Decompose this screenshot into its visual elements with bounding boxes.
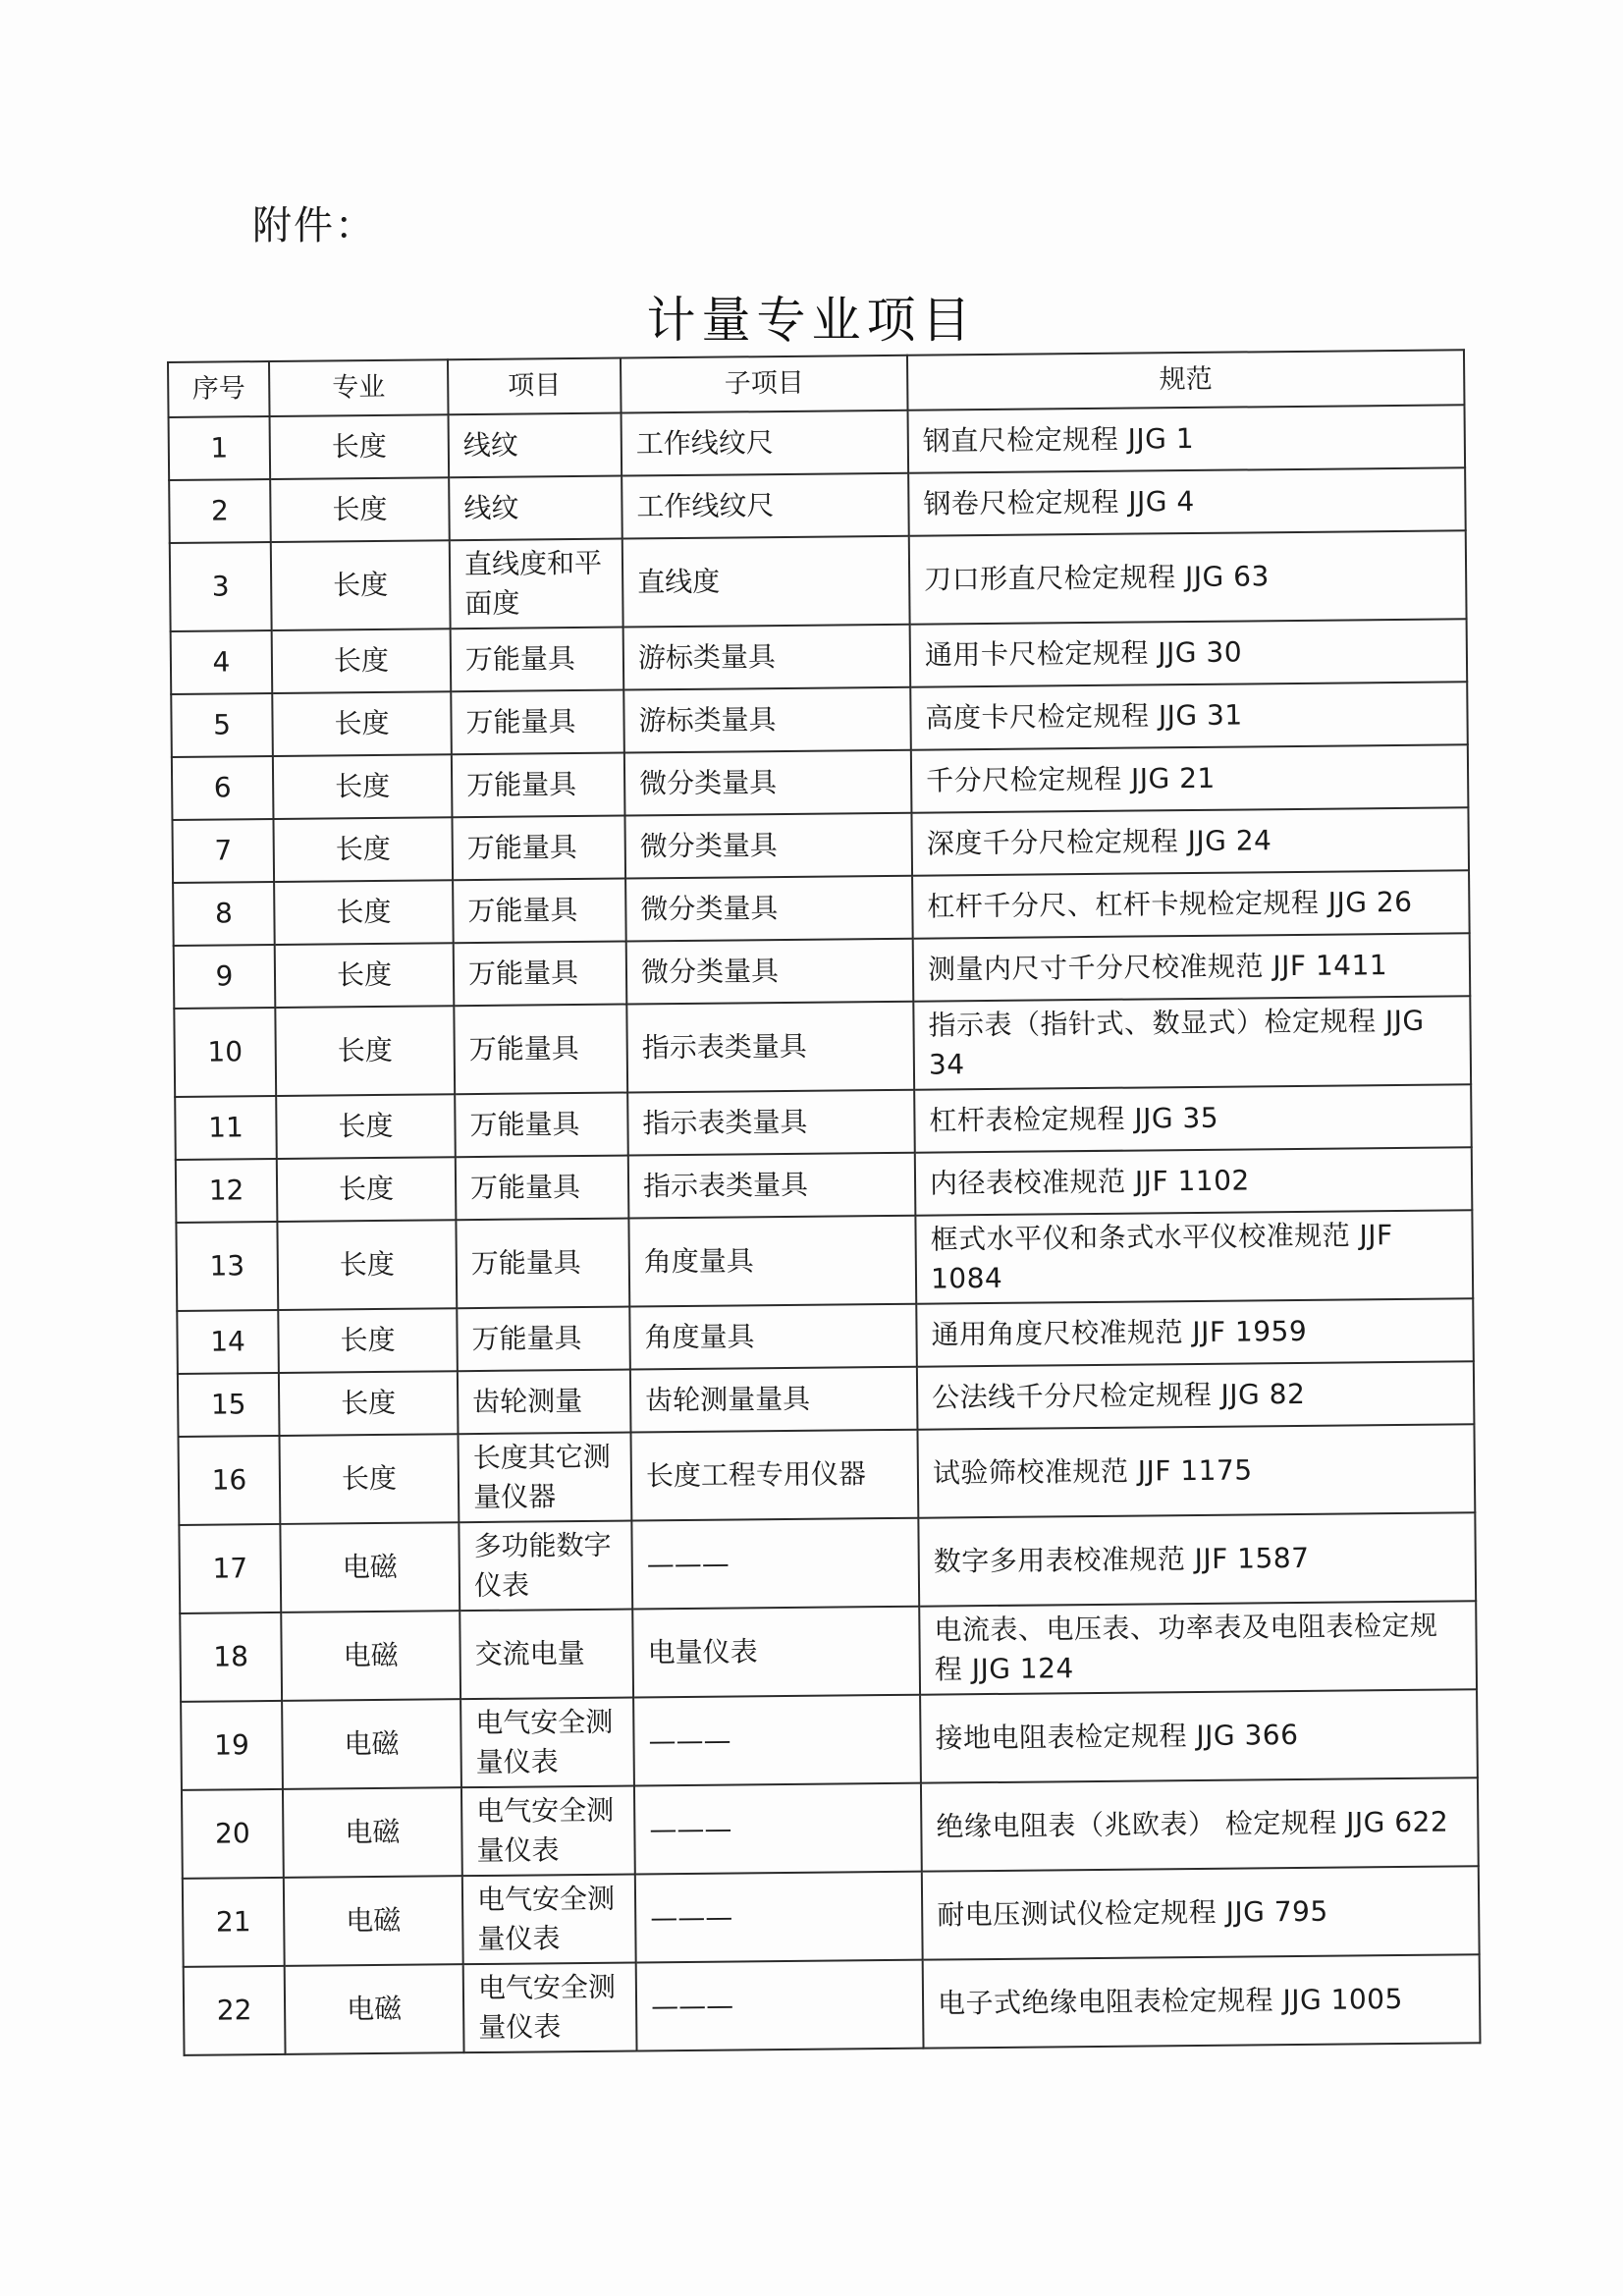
cell-index: 10: [174, 1008, 276, 1097]
cell-sub-item: 指示表类量具: [628, 1153, 916, 1219]
cell-norm: 刀口形直尺检定规程 JJG 63: [909, 530, 1467, 624]
cell-sub-item: 指示表类量具: [626, 1002, 914, 1093]
cell-major: 长度: [270, 477, 450, 542]
cell-major: 长度: [271, 540, 451, 630]
cell-major: 长度: [273, 817, 453, 882]
cell-sub-item: 微分类量具: [626, 939, 914, 1005]
cell-index: 4: [171, 630, 273, 694]
cell-index: 18: [180, 1613, 282, 1702]
cell-norm: 接地电阻表检定规程 JJG 366: [920, 1689, 1478, 1782]
header-major: 专业: [269, 359, 449, 416]
cell-item: 万能量具: [455, 1093, 628, 1158]
cell-major: 长度: [279, 1371, 459, 1436]
cell-sub-item: ———: [631, 1518, 919, 1610]
cell-item: 长度其它测量仪器: [458, 1433, 631, 1523]
cell-sub-item: ———: [636, 1960, 924, 2051]
cell-norm: 通用卡尺检定规程 JJG 30: [910, 619, 1468, 686]
cell-index: 15: [178, 1373, 280, 1437]
cell-norm: 电子式绝缘电阻表检定规程 JJG 1005: [923, 1954, 1481, 2048]
cell-index: 3: [170, 542, 272, 631]
table-row: [174, 996, 1471, 1097]
cell-norm: 深度千分尺检定规程 JJG 24: [911, 807, 1469, 875]
cell-major: 长度: [270, 414, 450, 479]
cell-index: 5: [171, 693, 273, 757]
cell-major: 电磁: [283, 1787, 462, 1878]
cell-item: 电气安全测量仪表: [460, 1698, 634, 1788]
cell-norm: 数字多用表校准规范 JJF 1587: [918, 1512, 1476, 1606]
cell-sub-item: 角度量具: [629, 1304, 917, 1370]
cell-norm: 试验筛校准规范 JJF 1175: [917, 1424, 1475, 1517]
cell-index: 6: [172, 756, 274, 820]
cell-sub-item: 微分类量具: [624, 813, 912, 879]
cell-sub-item: ———: [633, 1695, 921, 1786]
cell-item: 万能量具: [457, 1307, 630, 1372]
cell-major: 长度: [276, 1094, 456, 1159]
cell-item: 电气安全测量仪表: [462, 1874, 636, 1964]
cell-index: 12: [176, 1159, 278, 1223]
cell-major: 长度: [277, 1220, 457, 1310]
header-norm: 规范: [907, 350, 1465, 410]
cell-major: 电磁: [280, 1522, 460, 1613]
table-row: [181, 1689, 1478, 1790]
attachment-label: 附件：: [252, 203, 376, 248]
cell-sub-item: 工作线纹尺: [622, 410, 909, 476]
cell-item: 万能量具: [453, 879, 626, 944]
cell-norm: 公法线千分尺检定规程 JJG 82: [917, 1361, 1475, 1429]
header-index: 序号: [168, 361, 270, 417]
cell-index: 8: [173, 882, 275, 946]
cell-norm: 电流表、电压表、功率表及电阻表检定规程 JJG 124: [919, 1601, 1477, 1694]
cell-norm: 测量内尺寸千分尺校准规范 JJF 1411: [913, 933, 1471, 1001]
cell-sub-item: 游标类量具: [623, 625, 911, 690]
cell-index: 7: [172, 819, 274, 883]
cell-sub-item: ———: [635, 1872, 923, 1963]
cell-norm: 通用角度尺校准规范 JJF 1959: [916, 1298, 1474, 1366]
cell-norm: 杠杆千分尺、杠杆卡规检定规程 JJG 26: [912, 870, 1470, 938]
cell-sub-item: 指示表类量具: [627, 1090, 915, 1156]
table-row: [179, 1512, 1476, 1613]
cell-major: 电磁: [282, 1699, 461, 1789]
cell-major: 长度: [275, 1006, 455, 1096]
cell-major: 长度: [272, 629, 452, 693]
cell-norm: 内径表校准规范 JJF 1102: [915, 1147, 1473, 1215]
cell-norm: 钢直尺检定规程 JJG 1: [908, 405, 1466, 472]
cell-major: 电磁: [284, 1876, 463, 1966]
cell-sub-item: 微分类量具: [624, 750, 912, 816]
cell-major: 长度: [273, 754, 453, 819]
cell-index: 19: [181, 1701, 283, 1790]
cell-norm: 绝缘电阻表（兆欧表） 检定规程 JJG 622: [921, 1777, 1479, 1871]
table-row: [179, 1424, 1476, 1525]
cell-norm: 指示表（指针式、数显式）检定规程 JJG 34: [913, 996, 1471, 1089]
cell-item: 齿轮测量: [458, 1370, 631, 1435]
cell-norm: 框式水平仪和条式水平仪校准规范 JJF 1084: [915, 1210, 1473, 1303]
cell-index: 13: [176, 1222, 278, 1311]
cell-sub-item: 长度工程专用仪器: [630, 1430, 918, 1521]
cell-item: 线纹: [449, 476, 622, 541]
cell-index: 9: [174, 945, 276, 1009]
cell-sub-item: 角度量具: [628, 1216, 916, 1307]
cell-item: 交流电量: [460, 1610, 633, 1700]
cell-index: 17: [179, 1524, 281, 1613]
cell-sub-item: 直线度: [622, 536, 910, 628]
cell-item: 万能量具: [451, 690, 624, 755]
cell-item: 多功能数字仪表: [459, 1521, 632, 1612]
cell-index: 11: [175, 1096, 277, 1160]
metrology-items-table: [167, 349, 1482, 2056]
cell-item: 万能量具: [452, 753, 625, 818]
table-body: [169, 405, 1481, 2055]
cell-major: 长度: [280, 1434, 460, 1524]
cell-major: 电磁: [285, 1964, 464, 2054]
cell-index: 14: [177, 1310, 279, 1374]
cell-index: 16: [179, 1436, 281, 1525]
cell-index: 21: [183, 1878, 285, 1967]
cell-item: 电气安全测量仪表: [461, 1785, 635, 1876]
cell-index: 22: [184, 1966, 286, 2055]
cell-major: 长度: [274, 880, 454, 945]
cell-item: 万能量具: [456, 1156, 629, 1221]
cell-norm: 高度卡尺检定规程 JJG 31: [910, 682, 1468, 749]
table-row: [182, 1777, 1479, 1879]
cell-sub-item: 电量仪表: [632, 1607, 920, 1698]
cell-sub-item: 工作线纹尺: [622, 473, 909, 539]
cell-norm: 耐电压测试仪检定规程 JJG 795: [922, 1866, 1480, 1959]
cell-sub-item: 齿轮测量量具: [630, 1367, 918, 1433]
cell-item: 线纹: [449, 413, 622, 478]
cell-major: 长度: [272, 691, 452, 756]
cell-sub-item: 微分类量具: [625, 876, 913, 942]
cell-item: 万能量具: [454, 942, 627, 1007]
cell-item: 万能量具: [456, 1219, 629, 1309]
cell-major: 电磁: [281, 1611, 460, 1701]
document-title: 计量专业项目: [646, 292, 977, 349]
table-row: [170, 530, 1467, 631]
cell-index: 20: [182, 1789, 284, 1879]
cell-major: 长度: [277, 1157, 457, 1222]
cell-sub-item: 游标类量具: [623, 687, 911, 753]
cell-sub-item: ———: [634, 1783, 922, 1875]
cell-norm: 千分尺检定规程 JJG 21: [911, 744, 1469, 812]
cell-item: 万能量具: [451, 628, 624, 692]
table-container: [167, 349, 1480, 2056]
header-sub-item: 子项目: [621, 355, 908, 413]
cell-major: 长度: [278, 1308, 458, 1373]
cell-major: 长度: [275, 943, 455, 1008]
cell-item: 电气安全测量仪表: [463, 1962, 637, 2052]
table-row: [183, 1866, 1480, 1967]
table-row: [184, 1954, 1481, 2055]
table-row: [176, 1210, 1473, 1311]
cell-index: 2: [169, 479, 271, 543]
header-item: 项目: [448, 358, 622, 415]
cell-item: 万能量具: [452, 816, 625, 881]
cell-norm: 钢卷尺检定规程 JJG 4: [908, 467, 1466, 535]
cell-item: 直线度和平面度: [450, 539, 623, 629]
cell-index: 1: [169, 416, 271, 480]
cell-item: 万能量具: [454, 1005, 627, 1095]
table-row: [180, 1601, 1477, 1702]
cell-norm: 杠杆表检定规程 JJG 35: [914, 1084, 1472, 1152]
